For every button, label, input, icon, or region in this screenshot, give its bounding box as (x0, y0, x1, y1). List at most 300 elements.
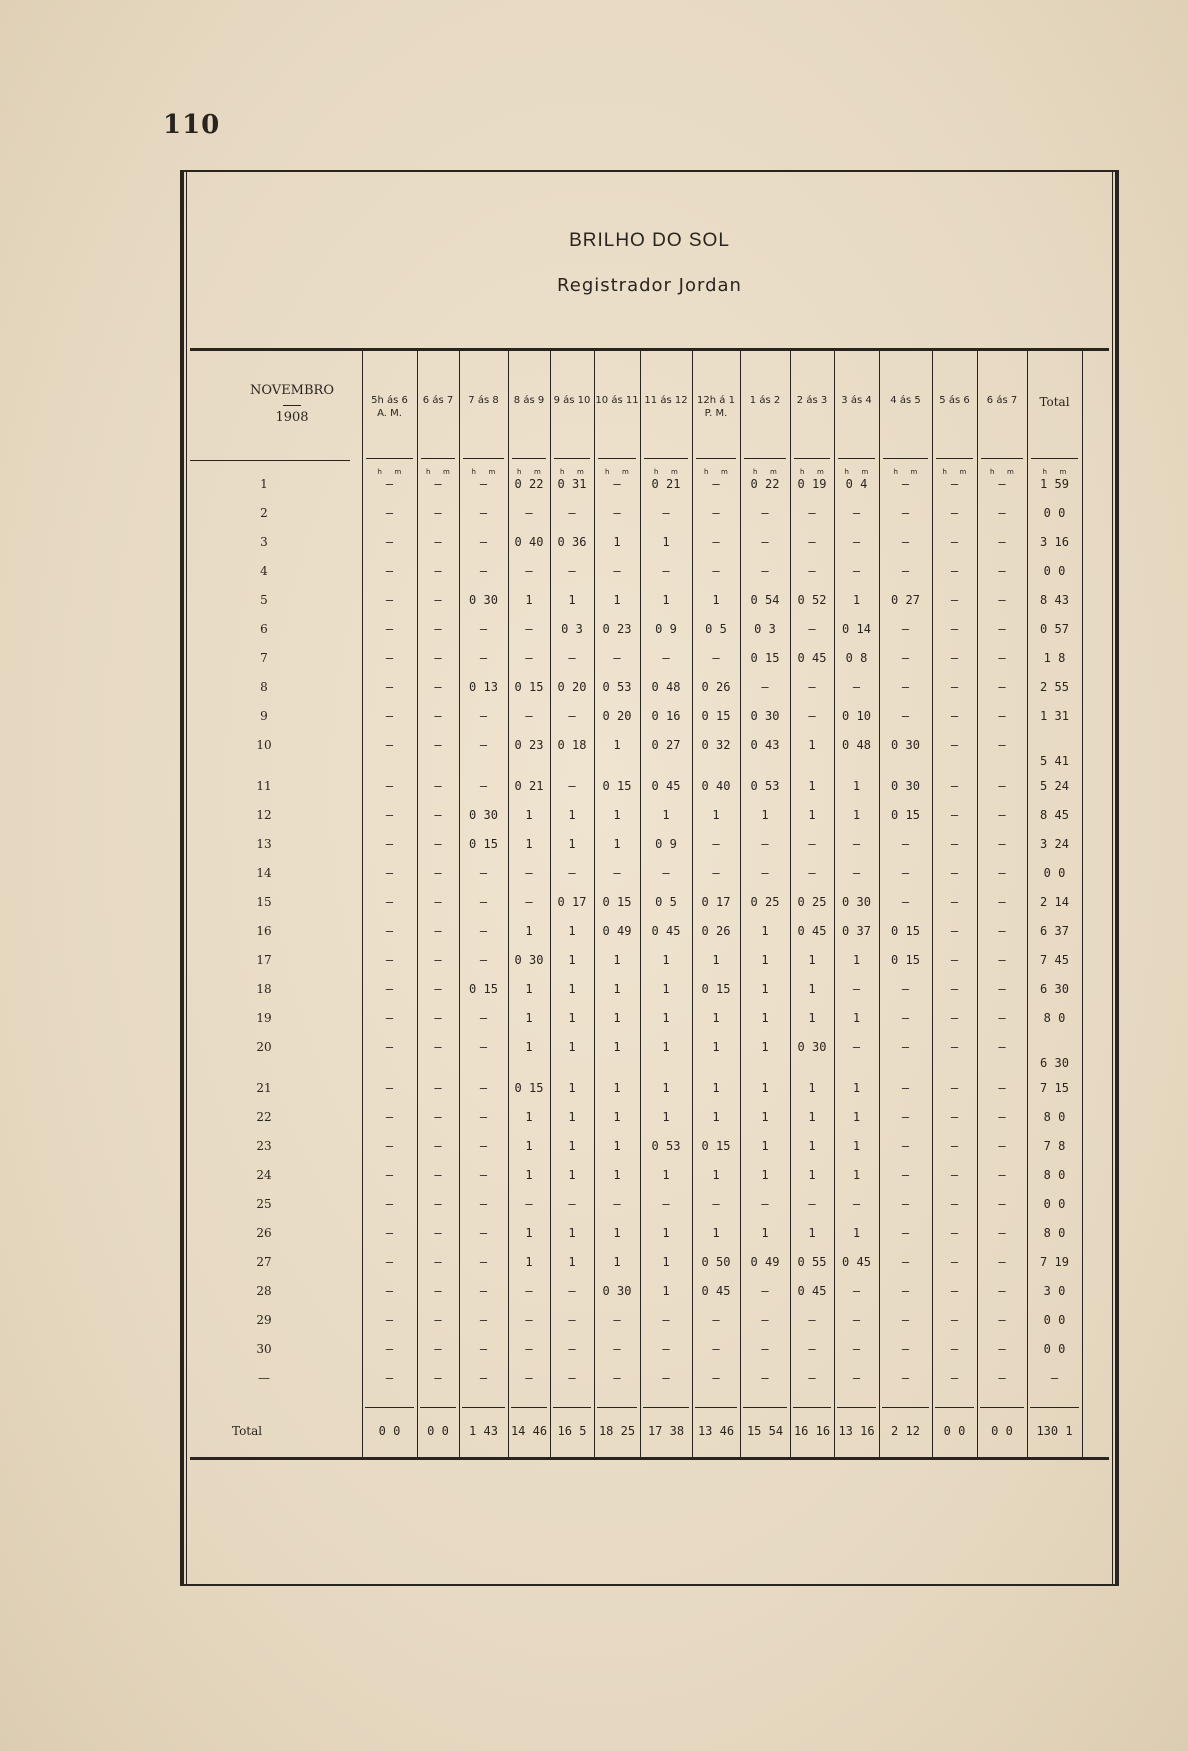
table-cell: — (712, 535, 720, 549)
table-cell: 1 (662, 1040, 670, 1054)
table-cell: 1 (568, 1226, 576, 1240)
day-label: 8 (260, 680, 268, 694)
table-cell: 0 45 (701, 1284, 731, 1298)
total-cell: 18 25 (598, 1424, 636, 1438)
table-cell: — (434, 953, 442, 967)
table-cell: 1 (808, 1110, 816, 1124)
unit-hours: h (704, 468, 709, 476)
table-cell: — (901, 709, 910, 723)
table-cell: — (852, 564, 861, 578)
table-cell: — (950, 1313, 959, 1327)
table-cell: — (950, 1226, 959, 1240)
unit-hours: h (471, 468, 476, 476)
table-cell: — (950, 1081, 959, 1095)
table-cell: — (950, 680, 959, 694)
table-cell: 1 (568, 808, 576, 822)
label-underline (190, 460, 350, 461)
header-underline (554, 458, 590, 459)
table-cell: — (434, 1226, 442, 1240)
table-cell: 1 (613, 837, 621, 851)
table-cell: 0 30 (891, 738, 920, 752)
table-cell: — (998, 1226, 1006, 1240)
table-cell: — (998, 866, 1006, 880)
column-header-9: 2 ás 3 (796, 395, 828, 406)
table-cell: 0 0 (1043, 506, 1066, 520)
table-cell: 1 (662, 953, 670, 967)
month-label: NOVEMBRO (250, 383, 334, 398)
day-label: 21 (256, 1081, 272, 1095)
column-header-2: 7 ás 8 (468, 395, 499, 406)
unit-minutes: m (770, 468, 777, 476)
table-cell: — (950, 593, 959, 607)
table-cell: 0 3 (561, 622, 583, 636)
column-header-11: 4 ás 5 (890, 395, 921, 406)
table-cell: — (479, 477, 488, 491)
table-cell: — (761, 506, 769, 520)
table-cell: — (479, 1313, 488, 1327)
table-cell: 1 (808, 1081, 816, 1095)
table-cell: 1 (662, 1168, 670, 1182)
table-cell: 8 45 (1040, 808, 1069, 822)
table-cell: 1 (852, 593, 861, 607)
unit-hours: h (605, 468, 610, 476)
table-cell: 1 (568, 1081, 576, 1095)
table-cell: 0 19 (797, 477, 827, 491)
table-cell: — (613, 1313, 621, 1327)
table-cell: 1 (808, 1226, 816, 1240)
table-cell: 0 0 (1043, 1342, 1066, 1356)
table-cell: 0 55 (797, 1255, 827, 1269)
unit-minutes: m (534, 468, 541, 476)
table-cell: — (434, 1011, 442, 1025)
table-cell: 0 30 (842, 895, 871, 909)
table-cell: 1 (761, 1110, 769, 1124)
table-cell: 1 (662, 1081, 670, 1095)
table-cell: — (998, 622, 1006, 636)
table-cell: — (998, 837, 1006, 851)
table-cell: — (613, 1197, 621, 1211)
table-cell: 0 36 (557, 535, 587, 549)
table-cell: — (434, 535, 442, 549)
day-label: 19 (256, 1011, 272, 1025)
table-cell: — (712, 1313, 720, 1327)
table-cell: 0 40 (514, 535, 544, 549)
table-cell: — (950, 1168, 959, 1182)
table-cell: — (808, 837, 816, 851)
table-cell: 0 20 (602, 709, 632, 723)
table-cell: 1 (852, 779, 861, 793)
unit-minutes: m (817, 468, 824, 476)
table-cell: 0 15 (891, 808, 920, 822)
table-cell: — (479, 1197, 488, 1211)
table-cell: — (998, 1081, 1006, 1095)
day-label: 16 (256, 924, 272, 938)
table-cell: — (950, 953, 959, 967)
table-cell: — (761, 1342, 769, 1356)
table-cell: 0 15 (514, 1081, 544, 1095)
table-cell: 0 50 (701, 1255, 731, 1269)
total-rule (837, 1407, 876, 1408)
table-cell: 1 (568, 924, 576, 938)
total-rule (511, 1407, 547, 1408)
table-cell: — (385, 895, 394, 909)
table-cell: — (998, 738, 1006, 752)
table-cell: — (479, 1371, 488, 1385)
unit-minutes: m (1007, 468, 1014, 476)
day-label: 24 (256, 1168, 272, 1182)
table-cell: 1 (712, 808, 720, 822)
table-cell: — (950, 808, 959, 822)
table-cell: — (998, 506, 1006, 520)
table-cell: — (998, 1255, 1006, 1269)
table-cell: — (998, 477, 1006, 491)
table-cell: 1 (568, 1168, 576, 1182)
bottom-rule (190, 1457, 1109, 1460)
day-label: 4 (260, 564, 268, 578)
table-cell: — (525, 506, 533, 520)
table-cell: — (434, 709, 442, 723)
total-cell: 13 46 (697, 1424, 735, 1438)
table-cell: — (434, 895, 442, 909)
table-cell: — (385, 651, 394, 665)
column-header-6: 11 ás 12 (644, 395, 688, 406)
total-cell: 1 43 (469, 1424, 498, 1438)
table-cell: — (385, 1197, 394, 1211)
column-header-13: 6 ás 7 (986, 395, 1018, 406)
table-cell: — (479, 1168, 488, 1182)
table-cell: 0 15 (750, 651, 780, 665)
table-cell: — (525, 1342, 533, 1356)
table-cell: — (525, 709, 533, 723)
table-cell: 1 (712, 1110, 720, 1124)
table-cell: 3 0 (1043, 1284, 1066, 1298)
table-cell: 0 45 (651, 924, 681, 938)
unit-hours: h (942, 468, 947, 476)
table-cell: — (950, 1371, 959, 1385)
table-cell: — (434, 982, 442, 996)
table-cell: 0 20 (557, 680, 587, 694)
table-cell: 1 (852, 1168, 861, 1182)
table-cell: — (901, 680, 910, 694)
table-cell: 0 52 (797, 593, 827, 607)
table-cell: 0 18 (557, 738, 587, 752)
table-cell: 1 (613, 1081, 621, 1095)
day-label: 17 (256, 953, 272, 967)
table-cell: — (852, 866, 861, 880)
table-cell: 1 (852, 1011, 861, 1025)
column-header-7: 12h á 1 P. M. (697, 395, 735, 419)
table-cell: — (385, 593, 394, 607)
table-cell: — (613, 564, 621, 578)
table-cell: — (852, 1342, 861, 1356)
unit-hours: h (800, 468, 805, 476)
table-cell: — (950, 506, 959, 520)
table-cell: 0 21 (514, 779, 544, 793)
table-cell: 7 45 (1040, 953, 1069, 967)
table-cell: — (568, 651, 576, 665)
table-cell: — (852, 535, 861, 549)
table-cell: 1 (761, 1011, 769, 1025)
table-cell: — (901, 564, 910, 578)
table-cell: 0 0 (1043, 1313, 1066, 1327)
table-cell: — (434, 1040, 442, 1054)
table-cell: — (479, 866, 488, 880)
table-cell: — (761, 1284, 769, 1298)
day-label: 30 (256, 1342, 272, 1356)
table-cell: 1 (613, 1139, 621, 1153)
header-underline (644, 458, 688, 459)
table-cell: 1 (662, 1011, 670, 1025)
table-cell: — (479, 1139, 488, 1153)
day-label: 11 (256, 779, 272, 793)
total-cell: 16 16 (793, 1424, 831, 1438)
day-label: 29 (256, 1313, 272, 1327)
table-cell: — (998, 1168, 1006, 1182)
table-cell: — (852, 982, 861, 996)
table-cell: — (385, 837, 394, 851)
table-cell: 1 (808, 738, 816, 752)
table-cell: — (613, 1342, 621, 1356)
table-cell: — (434, 837, 442, 851)
table-cell: — (901, 1284, 910, 1298)
table-cell: — (479, 1284, 488, 1298)
table-cell: 1 (613, 1110, 621, 1124)
table-cell: 1 (568, 1011, 576, 1025)
table-cell: — (998, 808, 1006, 822)
table-cell: — (852, 1371, 861, 1385)
header-underline (744, 458, 786, 459)
table-cell: 1 (761, 808, 769, 822)
day-label: 15 (256, 895, 272, 909)
table-cell: — (712, 1197, 720, 1211)
day-label: 2 (260, 506, 268, 520)
table-cell: 0 30 (797, 1040, 827, 1054)
table-cell: — (434, 622, 442, 636)
table-cell: 6 30 (1040, 1056, 1069, 1070)
table-cell: 0 49 (602, 924, 632, 938)
column-header-4: 9 ás 10 (553, 395, 591, 406)
table-cell: 0 45 (797, 651, 827, 665)
table-cell: — (434, 651, 442, 665)
table-cell: 0 15 (602, 895, 632, 909)
table-cell: — (950, 1197, 959, 1211)
column-header-10: 3 ás 4 (841, 395, 872, 406)
table-cell: — (901, 1226, 910, 1240)
table-cell: 1 (761, 1139, 769, 1153)
table-cell: — (901, 477, 910, 491)
column-header-5: 10 ás 11 (595, 395, 639, 406)
table-cell: 1 (852, 1226, 861, 1240)
total-rule (643, 1407, 689, 1408)
table-cell: 1 (525, 1040, 533, 1054)
table-cell: — (525, 895, 533, 909)
table-cell: — (950, 924, 959, 938)
table-cell: 1 (761, 1168, 769, 1182)
table-cell: — (950, 1040, 959, 1054)
table-cell: — (950, 1342, 959, 1356)
table-cell: — (901, 1081, 910, 1095)
header-underline (463, 458, 504, 459)
day-label: 10 (256, 738, 272, 752)
table-cell: 0 3 (754, 622, 776, 636)
table-cell: — (852, 837, 861, 851)
unit-hours: h (1042, 468, 1047, 476)
table-cell: — (1050, 1371, 1059, 1385)
table-cell: 0 23 (514, 738, 544, 752)
table-cell: 0 45 (797, 1284, 827, 1298)
table-cell: — (525, 1371, 533, 1385)
unit-hours: h (560, 468, 565, 476)
header-underline (794, 458, 830, 459)
total-rule (935, 1407, 974, 1408)
table-cell: — (998, 1110, 1006, 1124)
table-cell: — (950, 779, 959, 793)
header-underline (838, 458, 875, 459)
total-rule (553, 1407, 591, 1408)
unit-minutes: m (861, 468, 869, 476)
table-cell: — (434, 866, 442, 880)
table-cell: — (998, 1011, 1006, 1025)
table-cell: 1 (525, 924, 533, 938)
table-cell: — (385, 1342, 394, 1356)
unit-hours: h (893, 468, 898, 476)
table-cell: 7 8 (1043, 1139, 1066, 1153)
table-cell: 0 8 (845, 651, 868, 665)
table-cell: — (479, 1255, 488, 1269)
table-cell: 1 (525, 1139, 533, 1153)
total-rule (365, 1407, 414, 1408)
table-cell: — (385, 1226, 394, 1240)
header-underline (981, 458, 1023, 459)
page-number: 110 (163, 110, 221, 140)
table-cell: — (901, 1371, 910, 1385)
table-cell: — (998, 1040, 1006, 1054)
unit-hours: h (753, 468, 758, 476)
table-cell: 0 37 (842, 924, 871, 938)
table-cell: 1 (613, 535, 621, 549)
table-cell: 1 8 (1043, 651, 1066, 665)
table-cell: 0 43 (750, 738, 780, 752)
table-cell: 1 (662, 1255, 670, 1269)
table-cell: — (950, 1255, 959, 1269)
table-cell: 7 19 (1040, 1255, 1069, 1269)
table-cell: 1 (808, 1011, 816, 1025)
table-cell: — (385, 1284, 394, 1298)
table-cell: — (901, 1342, 910, 1356)
table-cell: — (808, 535, 816, 549)
table-cell: — (998, 1313, 1006, 1327)
table-cell: — (998, 680, 1006, 694)
table-cell: — (525, 1284, 533, 1298)
table-cell: 0 15 (891, 924, 920, 938)
table-cell: — (950, 895, 959, 909)
table-cell: — (662, 651, 670, 665)
table-cell: — (662, 506, 670, 520)
table-cell: 0 53 (750, 779, 780, 793)
table-cell: 1 (568, 982, 576, 996)
table-cell: — (385, 1139, 394, 1153)
table-cell: 1 (613, 982, 621, 996)
unit-minutes: m (910, 468, 918, 476)
unit-hours: h (990, 468, 995, 476)
table-cell: 1 (613, 1255, 621, 1269)
table-cell: 0 15 (891, 953, 920, 967)
table-cell: 1 (761, 953, 769, 967)
day-label: 9 (260, 709, 268, 723)
table-cell: — (479, 924, 488, 938)
table-cell: — (852, 506, 861, 520)
table-cell: — (525, 1313, 533, 1327)
table-cell: — (385, 953, 394, 967)
table-cell: 0 48 (842, 738, 871, 752)
table-cell: — (568, 1284, 576, 1298)
total-rule (462, 1407, 505, 1408)
table-cell: — (385, 1081, 394, 1095)
table-cell: 0 30 (514, 953, 544, 967)
table-cell: 0 25 (797, 895, 827, 909)
table-cell: — (808, 866, 816, 880)
table-cell: — (525, 622, 533, 636)
table-cell: 0 45 (651, 779, 681, 793)
table-cell: — (434, 564, 442, 578)
table-cell: — (998, 535, 1006, 549)
table-cell: — (613, 866, 621, 880)
table-cell: — (479, 1110, 488, 1124)
table-cell: — (479, 709, 488, 723)
table-cell: — (568, 564, 576, 578)
day-label: 13 (256, 837, 272, 851)
table-cell: — (901, 1197, 910, 1211)
unit-hours: h (654, 468, 659, 476)
table-cell: 0 14 (842, 622, 871, 636)
table-cell: 0 30 (469, 593, 498, 607)
table-cell: — (385, 1110, 394, 1124)
table-cell: 0 30 (469, 808, 498, 822)
day-label: 25 (256, 1197, 272, 1211)
table-cell: — (998, 953, 1006, 967)
table-cell: 1 (613, 1226, 621, 1240)
table-cell: — (808, 622, 816, 636)
table-cell: — (712, 564, 720, 578)
table-cell: — (385, 808, 394, 822)
table-cell: 1 (808, 808, 816, 822)
table-cell: — (950, 1284, 959, 1298)
table-cell: 1 (525, 1110, 533, 1124)
table-cell: 0 16 (651, 709, 681, 723)
table-cell: 1 (852, 808, 861, 822)
table-cell: 0 0 (1043, 1197, 1066, 1211)
table-cell: — (950, 1011, 959, 1025)
table-cell: — (434, 1284, 442, 1298)
total-cell: 0 0 (943, 1424, 966, 1438)
table-cell: — (613, 1371, 621, 1385)
table-cell: — (434, 680, 442, 694)
table-frame (180, 170, 1119, 1586)
table-cell: 1 (712, 953, 720, 967)
table-cell: — (901, 651, 910, 665)
table-cell: — (613, 651, 621, 665)
table-cell: — (901, 1139, 910, 1153)
table-cell: — (712, 506, 720, 520)
table-cell: 0 15 (469, 982, 498, 996)
total-cell: 130 1 (1036, 1424, 1073, 1438)
table-cell: — (479, 1011, 488, 1025)
table-cell: 1 (712, 593, 720, 607)
table-cell: — (568, 1313, 576, 1327)
table-cell: — (662, 1342, 670, 1356)
table-cell: — (998, 651, 1006, 665)
table-cell: — (950, 982, 959, 996)
